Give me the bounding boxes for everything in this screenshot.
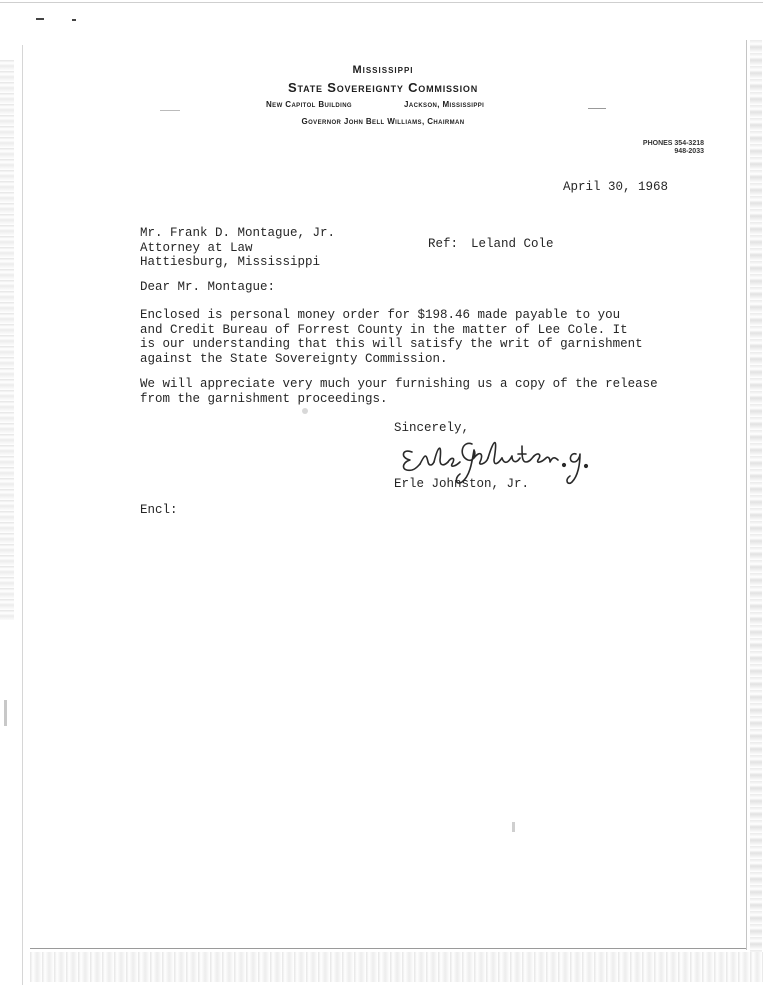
enclosure-note: Encl:: [140, 503, 178, 517]
scan-edge-bottom: [30, 948, 746, 949]
recipient-city: Hattiesburg, Mississippi: [140, 255, 321, 269]
scan-speck: [302, 408, 308, 414]
scan-speck: [512, 822, 515, 832]
recipient-name: Mr. Frank D. Montague, Jr.: [140, 226, 336, 240]
letterhead-organization: State Sovereignty Commission: [287, 80, 479, 95]
scan-speck: [160, 110, 180, 111]
paragraph-line: against the State Sovereignty Commission.: [140, 351, 448, 366]
reference-label: Ref:: [428, 237, 459, 251]
letterhead-city: Jackson, Mississippi: [404, 100, 485, 109]
letterhead-governor: Governor John Bell Williams, Chairman: [301, 117, 465, 126]
reference-value: Leland Cole: [471, 237, 554, 251]
scan-edge-top-marks: [72, 19, 76, 21]
paragraph-line: is our understanding that this will satisfy the writ of garnishment: [140, 337, 643, 351]
scan-edge-right: [746, 40, 747, 950]
body-paragraph-1: [140, 308, 643, 366]
recipient-title: Attorney at Law: [140, 240, 253, 255]
scan-edge-top: [0, 2, 763, 3]
scan-edge-right-noise: [750, 40, 762, 960]
scan-edge-left-noise: [0, 60, 14, 620]
phone-line-2: 948-2033: [674, 148, 704, 155]
scan-edge-top-marks: [36, 18, 44, 20]
phone-line-1: PHONES 354-3218: [642, 140, 704, 147]
paragraph-line: We will appreciate very much your furnishing us a copy of the release: [140, 377, 658, 391]
scan-edge-bottom-noise: [30, 952, 763, 982]
scan-speck: [588, 108, 606, 109]
body-paragraph-2: [140, 377, 658, 406]
recipient-address: [140, 226, 335, 270]
scan-edge-left: [22, 45, 23, 985]
letterhead-state: Mississippi: [352, 64, 414, 76]
paragraph-line: and Credit Bureau of Forrest County in the matter of Lee Cole. It: [140, 322, 628, 337]
letter-date: April 30, 1968: [563, 180, 669, 194]
salutation: Dear Mr. Montague:: [140, 280, 276, 294]
paragraph-line: from the garnishment proceedings.: [140, 391, 388, 406]
paragraph-line: Enclosed is personal money order for $198.46 made payable to you: [140, 308, 621, 322]
letterhead-phones: [600, 140, 704, 156]
letterhead-building: New Capitol Building: [266, 100, 352, 109]
scan-speck: [4, 700, 7, 726]
signer-name: Erle Johnston, Jr.: [394, 477, 530, 491]
closing: Sincerely,: [394, 421, 470, 435]
